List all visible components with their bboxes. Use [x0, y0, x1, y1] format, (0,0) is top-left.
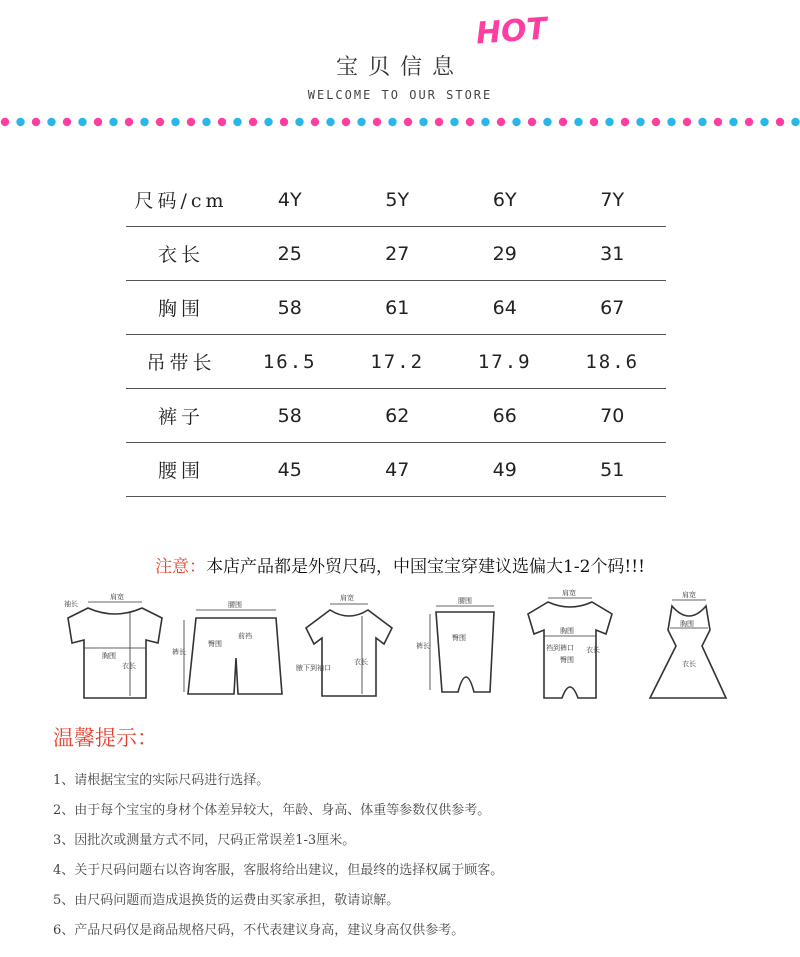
divider-dot — [528, 118, 536, 126]
pants-length-label: 裤长 — [416, 642, 430, 650]
pants-waist-label: 腰围 — [458, 597, 472, 605]
size-cell: 58 — [236, 389, 344, 443]
divider-dot — [729, 118, 737, 126]
size-row — [126, 443, 666, 497]
divider-dot — [388, 118, 396, 126]
size-cell: 49 — [451, 443, 559, 497]
divider-dot — [249, 118, 257, 126]
tip-item: 6、产品尺码仅是商品规格尺码，不代表建议身高，建议身高仅供参考。 — [53, 923, 465, 938]
size-row-label: 衣长 — [126, 227, 236, 281]
divider-dot — [497, 118, 505, 126]
divider-dot — [636, 118, 644, 126]
tshirt-chest-label: 胸围 — [102, 652, 116, 660]
size-cell: 45 — [236, 443, 344, 497]
size-cell: 27 — [344, 227, 452, 281]
size-cell: 18.6 — [559, 335, 667, 389]
dotted-divider — [0, 117, 800, 127]
divider-dot — [512, 118, 520, 126]
divider-dot — [171, 118, 179, 126]
pants-diagram — [416, 596, 494, 692]
size-cell: 25 — [236, 227, 344, 281]
tshirt-shoulder-label: 肩宽 — [110, 593, 124, 601]
divider-dot — [187, 118, 195, 126]
size-row-label: 吊带长 — [126, 335, 236, 389]
divider-dot — [47, 118, 55, 126]
raglan-length-label: 衣长 — [354, 658, 368, 666]
dress-chest-label: 胸围 — [680, 620, 694, 628]
shorts-waist-label: 腰围 — [228, 601, 242, 609]
divider-dot — [16, 118, 24, 126]
size-cell: 70 — [559, 389, 667, 443]
divider-dot — [78, 118, 86, 126]
divider-dot — [698, 118, 706, 126]
size-row-label: 裤子 — [126, 389, 236, 443]
size-cell: 6Y — [451, 173, 559, 227]
size-cell: 62 — [344, 389, 452, 443]
divider-dot — [109, 118, 117, 126]
garment-measurement-diagrams — [0, 588, 800, 708]
shorts-hip-label: 臀围 — [208, 640, 222, 648]
divider-dot — [791, 118, 799, 126]
size-cell: 64 — [451, 281, 559, 335]
romper-crotch-label: 裆到裤口 — [546, 644, 574, 652]
tip-item: 1、请根据宝宝的实际尺码进行选择。 — [53, 773, 270, 788]
size-cell: 61 — [344, 281, 452, 335]
divider-dot — [156, 118, 164, 126]
size-cell: 67 — [559, 281, 667, 335]
dress-diagram — [650, 590, 726, 698]
size-cell: 17.2 — [344, 335, 452, 389]
dress-length-label: 衣长 — [682, 660, 696, 668]
dress-shoulder-label: 肩宽 — [682, 591, 696, 599]
divider-dot — [342, 118, 350, 126]
divider-dot — [264, 118, 272, 126]
size-cell: 5Y — [344, 173, 452, 227]
divider-dot — [745, 118, 753, 126]
divider-dot — [357, 118, 365, 126]
divider-dot — [776, 118, 784, 126]
divider-dot — [481, 118, 489, 126]
size-row — [126, 227, 666, 281]
size-row-label: 腰围 — [126, 443, 236, 497]
shorts-diagram — [172, 600, 282, 694]
size-cell: 51 — [559, 443, 667, 497]
divider-dot — [140, 118, 148, 126]
tip-item: 3、因批次或测量方式不同，尺码正常误差1-3厘米。 — [53, 833, 356, 848]
size-row-label: 胸围 — [126, 281, 236, 335]
hot-badge: HOT — [474, 11, 549, 52]
divider-dot — [760, 118, 768, 126]
divider-dot — [94, 118, 102, 126]
tip-item: 2、由于每个宝宝的身材个体差异较大，年龄、身高、体重等参数仅供参考。 — [53, 803, 491, 818]
divider-dot — [435, 118, 443, 126]
divider-dot — [32, 118, 40, 126]
size-cell: 31 — [559, 227, 667, 281]
tshirt-length-label: 衣长 — [122, 662, 136, 670]
divider-dot — [311, 118, 319, 126]
divider-dot — [574, 118, 582, 126]
raglan-diagram — [296, 593, 392, 696]
sizing-notice — [0, 552, 800, 577]
size-cell: 7Y — [559, 173, 667, 227]
divider-dot — [295, 118, 303, 126]
tshirt-diagram — [64, 592, 162, 698]
size-row — [126, 173, 666, 227]
divider-dot — [543, 118, 551, 126]
divider-dot — [621, 118, 629, 126]
size-table — [126, 173, 666, 497]
divider-dot — [218, 118, 226, 126]
raglan-shoulder-label: 肩宽 — [340, 594, 354, 602]
size-cell: 4Y — [236, 173, 344, 227]
divider-dot — [125, 118, 133, 126]
divider-dot — [202, 118, 210, 126]
shorts-front-label: 前裆 — [238, 632, 252, 640]
size-cell: 66 — [451, 389, 559, 443]
notice-text: 本店产品都是外贸尺码，中国宝宝穿建议选偏大1-2个码!!! — [206, 557, 645, 577]
divider-dot — [714, 118, 722, 126]
size-row — [126, 335, 666, 389]
divider-dot — [466, 118, 474, 126]
notice-lead: 注意： — [155, 557, 207, 577]
divider-dot — [667, 118, 675, 126]
divider-dot — [63, 118, 71, 126]
divider-dot — [590, 118, 598, 126]
divider-dot — [1, 118, 9, 126]
romper-hip-label: 臀围 — [560, 656, 574, 664]
divider-dot — [605, 118, 613, 126]
divider-dot — [559, 118, 567, 126]
romper-length-label: 衣长 — [586, 646, 600, 654]
size-cell: 47 — [344, 443, 452, 497]
divider-dot — [404, 118, 412, 126]
tip-item: 5、由尺码问题而造成退换货的运费由买家承担，敬请谅解。 — [53, 893, 400, 908]
welcome-subtitle: WELCOME TO OUR STORE — [307, 88, 493, 102]
divider-dot — [280, 118, 288, 126]
divider-dot — [683, 118, 691, 126]
shorts-outseam-label: 裤长 — [172, 648, 186, 656]
divider-dot — [450, 118, 458, 126]
tips-title: 温馨提示： — [53, 726, 158, 750]
size-cell: 29 — [451, 227, 559, 281]
raglan-armpit-label: 腋下到袖口 — [296, 664, 331, 672]
romper-chest-label: 胸围 — [560, 627, 574, 635]
tip-item: 4、关于尺码问题右以咨询客服，客服将给出建议，但最终的选择权属于顾客。 — [53, 863, 504, 878]
divider-dot — [652, 118, 660, 126]
size-row-label: 尺码/cm — [126, 173, 236, 227]
size-cell: 16.5 — [236, 335, 344, 389]
divider-dot — [233, 118, 241, 126]
tips-list — [53, 766, 503, 946]
divider-dot — [373, 118, 381, 126]
romper-diagram — [528, 588, 612, 698]
size-cell: 58 — [236, 281, 344, 335]
romper-shoulder-label: 肩宽 — [562, 589, 576, 597]
divider-dot — [326, 118, 334, 126]
pants-hip-label: 臀围 — [452, 634, 466, 642]
size-row — [126, 281, 666, 335]
divider-dot — [419, 118, 427, 126]
tshirt-sleeve-label: 袖长 — [64, 600, 78, 608]
page-title: 宝贝信息 — [335, 55, 464, 80]
size-row — [126, 389, 666, 443]
size-cell: 17.9 — [451, 335, 559, 389]
